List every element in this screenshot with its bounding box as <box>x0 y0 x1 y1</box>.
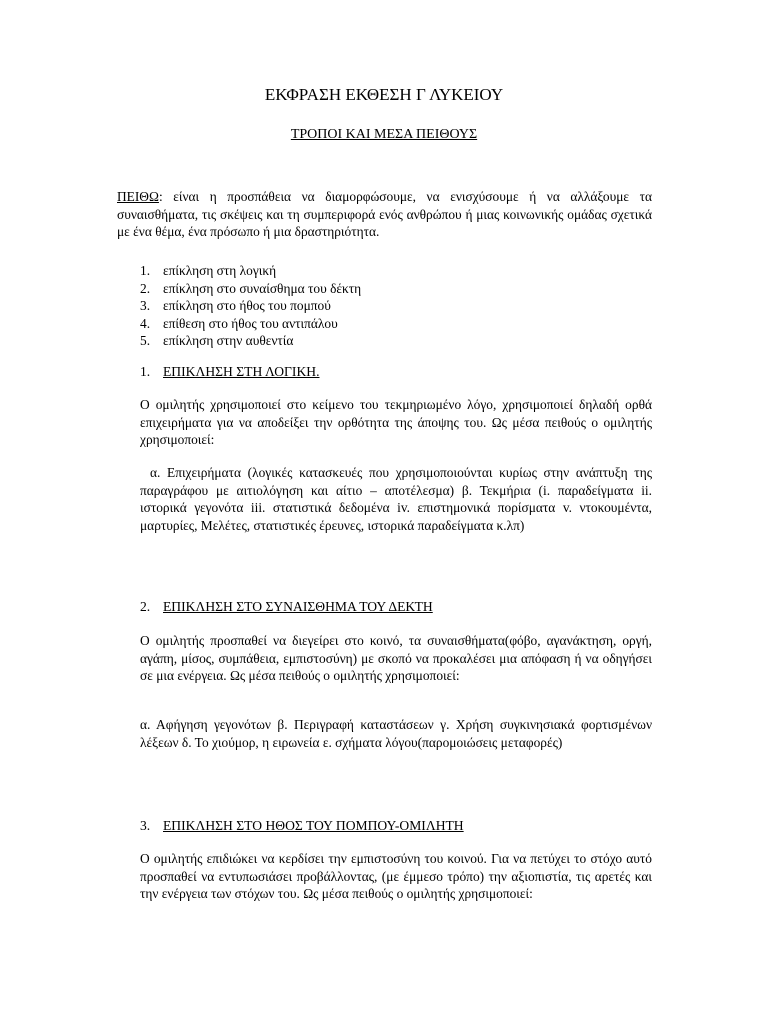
section-heading-logic <box>140 363 319 381</box>
list-item-number: 3. <box>140 298 151 314</box>
list-item-text: επίκληση στο συναίσθημα του δέκτη <box>163 280 362 296</box>
section-emotion-means: α. Αφήγηση γεγονότων β. Περιγραφή καταστάσεων γ. Χρήση συγκινησιακά φορτισμένων λέξεων δ. Το χιούμορ, η ειρωνεία ε. σχήματα λόγου(παρομοιώσεις μεταφορές) <box>140 717 652 750</box>
list-item <box>140 280 361 298</box>
intro-term: ΠΕΙΘΩ <box>117 189 159 204</box>
section-ethos-paragraph: Ο ομιλητής επιδιώκει να κερδίσει την εμπιστοσύνη του κοινού. Για να πετύχει το στόχο αυτό προσπαθεί να εντυπωσιάσει προβάλλοντας, (με έμμεσο τρόπο) την αξιοπιστία, τις αρετές και την ενέργεια των στόχων του. Ως μέσα πειθούς ο ομιλητής χρησιμοποιεί: <box>140 851 652 902</box>
list-item <box>140 262 361 280</box>
document-subtitle: ΤΡΟΠΟΙ ΚΑΙ ΜΕΣΑ ΠΕΙΘΟΥΣ <box>290 127 478 142</box>
section-number: 1. <box>140 364 151 379</box>
list-item-number: 2. <box>140 280 151 296</box>
intro-paragraph <box>117 188 652 241</box>
list-item-text: επίθεση στο ήθος του αντιπάλου <box>163 315 338 331</box>
document-title: ΕΚΦΡΑΣΗ ΕΚΘΕΣΗ Γ ΛΥΚΕΙΟΥ <box>264 85 504 104</box>
methods-list <box>140 262 361 350</box>
section-number: 2. <box>140 599 151 614</box>
section-number: 3. <box>140 818 151 833</box>
section-logic-paragraph: Ο ομιλητής χρησιμοποιεί στο κείμενο του τεκμηριωμένο λόγο, χρησιμοποιεί δηλαδή ορθά επιχειρήματα για να αποδείξει την ορθότητα της άποψης του. Ως μέσα πειθούς ο ομιλητής χρησιμοποιεί: <box>140 397 652 448</box>
list-item-text: επίκληση στην αυθεντία <box>163 333 294 349</box>
section-logic-means: α. Επιχειρήματα (λογικές κατασκευές που χρησιμοποιούνται κυρίως στην ανάπτυξη της παραγράφου με αιτιολόγηση και αίτιο – αποτέλεσμα) β. Τεκμήρια (i. παραδείγματα ii. ιστορικά γεγονότα iii. στατιστικά δεδομένα iv. επιστημονικά πορίσματα v. ντοκουμέντα, μαρτυρίες, Μελέτες, στατιστικές έρευνες, ιστορικά παραδείγματα κ.λπ) <box>140 465 652 533</box>
list-item-number: 5. <box>140 333 151 349</box>
list-item-text: επίκληση στη λογική <box>163 263 277 278</box>
list-item-number: 4. <box>140 315 151 331</box>
list-item <box>140 315 361 333</box>
section-emotion-paragraph: Ο ομιλητής προσπαθεί να διεγείρει στο κοινό, τα συναισθήματα(φόβο, αγανάκτηση, οργή, αγάπη, μίσος, συμπάθεια, εμπιστοσύνη) με σκοπό να προκαλέσει μια απόφαση ή να οδηγήσει σε μια ενέργεια. Ως μέσα πειθούς ο ομιλητής χρησιμοποιεί: <box>140 633 652 684</box>
section-title: ΕΠΙΚΛΗΣΗ ΣΤΗ ΛΟΓΙΚΗ. <box>163 364 320 379</box>
section-title: ΕΠΙΚΛΗΣΗ ΣΤΟ ΣΥΝΑΙΣΘΗΜΑ ΤΟΥ ΔΕΚΤΗ <box>163 599 433 614</box>
list-item-number: 1. <box>140 263 151 278</box>
intro-text: : είναι η προσπάθεια να διαμορφώσουμε, να ενισχύσουμε ή να αλλάξουμε τα συναισθήματα, τις σκέψεις και τη συμπεριφορά ενός ανθρώπου ή μιας κοινωνικής ομάδας σχετικά με ένα θέμα, ένα πρόσωπο ή μια δραστηριότητα. <box>117 189 652 240</box>
section-heading-ethos <box>140 817 464 835</box>
list-item-text: επίκληση στο ήθος του πομπού <box>163 298 331 314</box>
list-item <box>140 332 361 350</box>
list-item <box>140 297 361 315</box>
section-heading-emotion <box>140 598 433 616</box>
section-title: ΕΠΙΚΛΗΣΗ ΣΤΟ ΗΘΟΣ ΤΟΥ ΠΟΜΠΟΥ-ΟΜΙΛΗΤΗ <box>163 818 464 833</box>
